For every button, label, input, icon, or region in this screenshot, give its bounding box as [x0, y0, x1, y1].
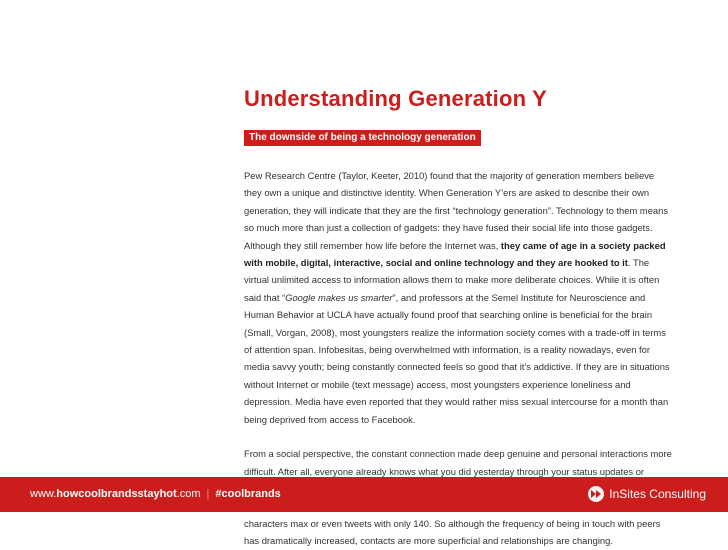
brand-name: InSites Consulting: [609, 487, 706, 501]
footer-separator: |: [206, 488, 210, 500]
footer-bar: [0, 477, 728, 512]
subtitle-banner: The downside of being a technology generation: [244, 130, 481, 146]
insites-logo: [588, 486, 706, 502]
paragraph-1-text-c: ”, and professors at the Semel Institute for Neuroscience and Human Behavior at UCLA have actually found proof that searching online is beneficial for the brain (Small, Vorgan, 2008), most youngsters realize the information society comes with a trade-off in terms of attention span. Infobesitas, being overwhelmed with information, is a reality nowadays, even for media savvy youth; being constantly connected feels so good that it’s addictive. If they are in situations without Internet or mobile (text message) access, most youngsters experience loneliness and depression. Media have even reported that they would rather miss sexual intercourse for a month than being deprived from access to Facebook.: [244, 291, 670, 425]
paragraph-1-text-b: . The virtual unlimited access to information allows them to make more deliberate choices. While it is often said that “: [244, 257, 660, 303]
footer-website: [30, 488, 281, 500]
paragraph-1: [244, 167, 672, 428]
footer-hashtag[interactable]: #coolbrands: [215, 488, 281, 500]
page-title: Understanding Generation Y: [244, 86, 548, 111]
paragraph-1-text-a: Pew Research Centre (Taylor, Keeter, 2010) found that the majority of generation members believe they own a unique and distinctive identity. When Generation Y’ers are asked to describe their own generation, they will indicate that they are the first “technology generation”. Technology to them means so much more than just a collection of gadgets: they have fused their social life into those gadgets. Although they still remember how life before the Internet was,: [244, 170, 669, 251]
footer-url-suffix: .com: [176, 488, 201, 500]
paragraph-1-bold-text: they came of age in a society packed with mobile, digital, interactive, social and online technology and they are hooked to it: [244, 239, 666, 269]
footer-url[interactable]: [30, 488, 201, 500]
footer-url-domain: howcoolbrandsstayhot: [56, 488, 177, 500]
paragraph-1-quote: Google makes us smarter: [285, 291, 393, 303]
insites-logo-icon: [588, 486, 604, 502]
footer-url-prefix: www.: [30, 488, 57, 500]
paragraph-2: From a social perspective, the constant connection made deep genuine and personal interactions more difficult. After all, everyone already knows what you did yesterday through your status updates or characters max or even tweets with only 140. So although the frequency of being in touch with peers has dramatically increased, contacts are more superficial and relationships are changing.: [244, 448, 672, 547]
